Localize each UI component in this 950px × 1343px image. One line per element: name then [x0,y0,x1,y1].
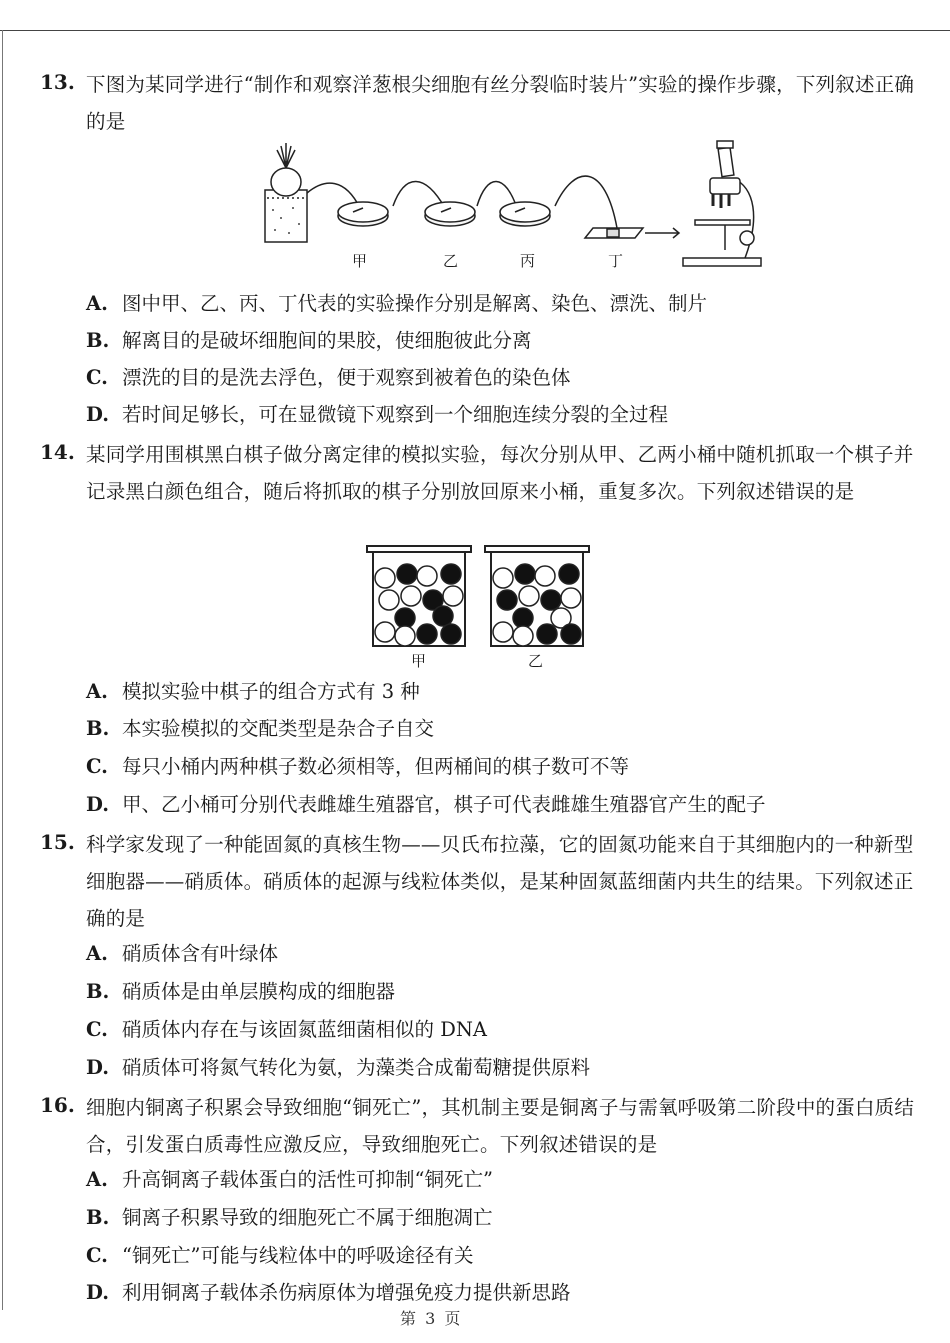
question-16-option-c: C. “铜死亡”可能与线粒体中的呼吸途径有关 [86,1244,474,1267]
microscope-icon [683,141,761,266]
question-14-option-d: D. 甲、乙小桶可分别代表雌雄生殖器官，棋子可代表雌雄生殖器官产生的配子 [86,793,766,816]
question-13-stem: 下图为某同学进行“制作和观察洋葱根尖细胞有丝分裂临时装片”实验的操作步骤，下列叙述正确的是 [86,73,915,133]
question-13-option-a: A. 图中甲、乙、丙、丁代表的实验操作分别是解离、染色、漂洗、制片 [86,292,708,315]
question-13-option-d: D. 若时间足够长，可在显微镜下观察到一个细胞连续分裂的全过程 [86,403,669,426]
question-14-stem: 某同学用围棋黑白棋子做分离定律的模拟实验，每次分别从甲、乙两小桶中随机抓取一个棋子并记录黑白颜色组合，随后将抓取的棋子分别放回原来小桶，重复多次。下列叙述错误的是 [86,443,914,503]
bucket-label-jia: 甲 [411,652,427,670]
root-tip-procedure-figure [255,138,775,273]
question-16-number: 16. [40,1093,75,1117]
page-footer: 第 3 页 [400,1309,463,1328]
question-13-option-c: C. 漂洗的目的是洗去浮色，便于观察到被着色的染色体 [86,366,571,389]
question-15-stem: 科学家发现了一种能固氮的真核生物——贝氏布拉藻，它的固氮功能来自于其细胞内的一种新型细胞器——硝质体。硝质体的起源与线粒体类似，是某种固氮蓝细菌内共生的结果。下列叙述正确的是 [86,833,914,930]
figure-label-yi: 乙 [443,252,459,270]
question-14-number: 14. [40,440,75,464]
page-left-border [2,30,3,1310]
arrow-to-microscope-icon [645,228,679,238]
figure-label-bing: 丙 [520,252,536,270]
chess-piece-buckets-figure [365,544,593,650]
question-14-option-c: C. 每只小桶内两种棋子数必须相等，但两桶间的棋子数可不等 [86,755,630,778]
question-15-option-a: A. 硝质体含有叶绿体 [86,942,279,965]
question-14-option-b: B. 本实验模拟的交配类型是杂合子自交 [86,717,435,740]
question-16-option-a: A. 升高铜离子载体蛋白的活性可抑制“铜死亡” [86,1168,493,1191]
question-15-number: 15. [40,830,75,854]
question-14-option-a: A. 模拟实验中棋子的组合方式有 3 种 [86,680,420,703]
petri-dish-jia-icon [338,202,388,226]
question-13-option-b: B. 解离目的是破坏细胞间的果胶，使细胞彼此分离 [86,329,532,352]
question-13-number: 13. [40,70,75,94]
question-16-option-b: B. 铜离子积累导致的细胞死亡不属于细胞凋亡 [86,1206,493,1229]
onion-beaker-icon [265,143,307,242]
chess-pieces-yi-icon [493,564,581,646]
arrow-to-ding-icon [555,176,617,228]
petri-dish-yi-icon [425,202,475,226]
petri-dish-bing-icon [500,202,550,226]
glass-slide-ding-icon [585,228,643,238]
figure-label-jia: 甲 [352,252,368,270]
page-top-border [0,30,950,31]
question-15-option-d: D. 硝质体可将氮气转化为氨，为藻类合成葡萄糖提供原料 [86,1056,591,1079]
question-16-stem: 细胞内铜离子积累会导致细胞“铜死亡”，其机制主要是铜离子与需氧呼吸第二阶段中的蛋白质结合，引发蛋白质毒性应激反应，导致细胞死亡。下列叙述错误的是 [86,1096,915,1156]
question-15-option-c: C. 硝质体内存在与该固氮蓝细菌相似的 DNA [86,1018,487,1041]
question-16-option-d: D. 利用铜离子载体杀伤病原体为增强免疫力提供新思路 [86,1281,571,1304]
question-15-option-b: B. 硝质体是由单层膜构成的细胞器 [86,980,396,1003]
figure-label-ding: 丁 [608,252,624,270]
bucket-label-yi: 乙 [528,652,544,670]
chess-pieces-jia-icon [375,564,463,646]
